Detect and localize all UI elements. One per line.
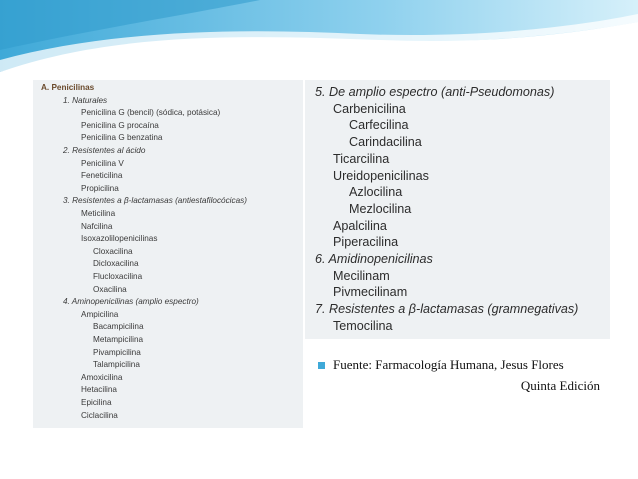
panel_b-line-7: Mezlocilina bbox=[349, 201, 412, 216]
panel_a-line-1: 1. Naturales bbox=[63, 95, 108, 105]
panel_a-line-19: Bacampicilina bbox=[93, 322, 144, 332]
panel_a-line-23: Amoxicilina bbox=[81, 372, 123, 382]
panel_a-line-22: Talampicilina bbox=[93, 360, 140, 370]
panel_b-line-6: Azlocilina bbox=[349, 185, 403, 200]
panel_b-line-8: Apalcilina bbox=[333, 218, 387, 233]
bullet-square-icon bbox=[318, 362, 325, 369]
panel_a-line-4: Penicilina G benzatina bbox=[81, 133, 163, 143]
panel_b-line-1: Carbenicilina bbox=[333, 101, 406, 116]
panel_a-line-18: Ampicilina bbox=[81, 309, 119, 319]
source-line-1: Fuente: Farmacología Humana, Jesus Flores bbox=[333, 357, 564, 372]
panel_b-line-11: Mecilinam bbox=[333, 268, 390, 283]
panel_a-line-21: Pivampicilina bbox=[93, 347, 141, 357]
panel_a-line-3: Penicilina G procaína bbox=[81, 120, 159, 130]
panel_b-line-13: 7. Resistentes a β-lactamasas (gramnegativas) bbox=[315, 302, 579, 317]
panel_b-line-12: Pivmecilinam bbox=[333, 285, 408, 300]
panel_a-line-26: Ciclacilina bbox=[81, 410, 118, 420]
panel_a-line-7: Feneticilina bbox=[81, 171, 123, 181]
panel_a-line-11: Nafcilina bbox=[81, 221, 113, 231]
panel_a-line-6: Penicilina V bbox=[81, 158, 124, 168]
panel_b-line-3: Carindacilina bbox=[349, 135, 422, 150]
panel_a-line-14: Dicloxacilina bbox=[93, 259, 139, 269]
panel_b-line-2: Carfecilina bbox=[349, 118, 409, 133]
penicillin-list-panel-a bbox=[33, 80, 303, 428]
source-line-2: Quinta Edición bbox=[520, 378, 600, 393]
panel_a-line-20: Metampicilina bbox=[93, 335, 144, 344]
panel_b-line-14: Temocilina bbox=[333, 318, 393, 333]
panel_a-line-2: Penicilina G (bencil) (sódica, potásica) bbox=[81, 108, 221, 118]
panel_b-line-4: Ticarcilina bbox=[333, 151, 390, 166]
panel_a-line-10: Meticilina bbox=[81, 209, 116, 218]
panel_b-line-0: 5. De amplio espectro (anti-Pseudomonas) bbox=[315, 85, 555, 99]
panel_b-line-10: 6. Amidinopenicilinas bbox=[315, 252, 433, 266]
panel_b-line-5: Ureidopenicilinas bbox=[333, 168, 429, 183]
panel_a-line-0: A. Penicilinas bbox=[41, 83, 95, 92]
penicillin-list-panel-b bbox=[305, 80, 610, 339]
panel_a-line-5: 2. Resistentes al ácido bbox=[63, 146, 146, 155]
header-wave-decoration bbox=[0, 0, 638, 80]
panel_a-line-12: Isoxazolilopenicilinas bbox=[81, 234, 158, 244]
panel_a-line-9: 3. Resistentes a β-lactamasas (antiestafilocócicas) bbox=[63, 196, 247, 206]
panel_a-line-13: Cloxacilina bbox=[93, 246, 133, 256]
panel_a-line-16: Oxacilina bbox=[93, 284, 127, 294]
panel_a-line-24: Hetacilina bbox=[81, 385, 117, 395]
panel_b-line-9: Piperacilina bbox=[333, 235, 399, 250]
panel_a-line-25: Epicilina bbox=[81, 398, 112, 407]
panel_a-line-15: Flucloxacilina bbox=[93, 272, 143, 281]
panel_a-line-17: 4. Aminopenicilinas (amplio espectro) bbox=[63, 297, 199, 307]
panel_a-line-8: Propicilina bbox=[81, 183, 119, 193]
